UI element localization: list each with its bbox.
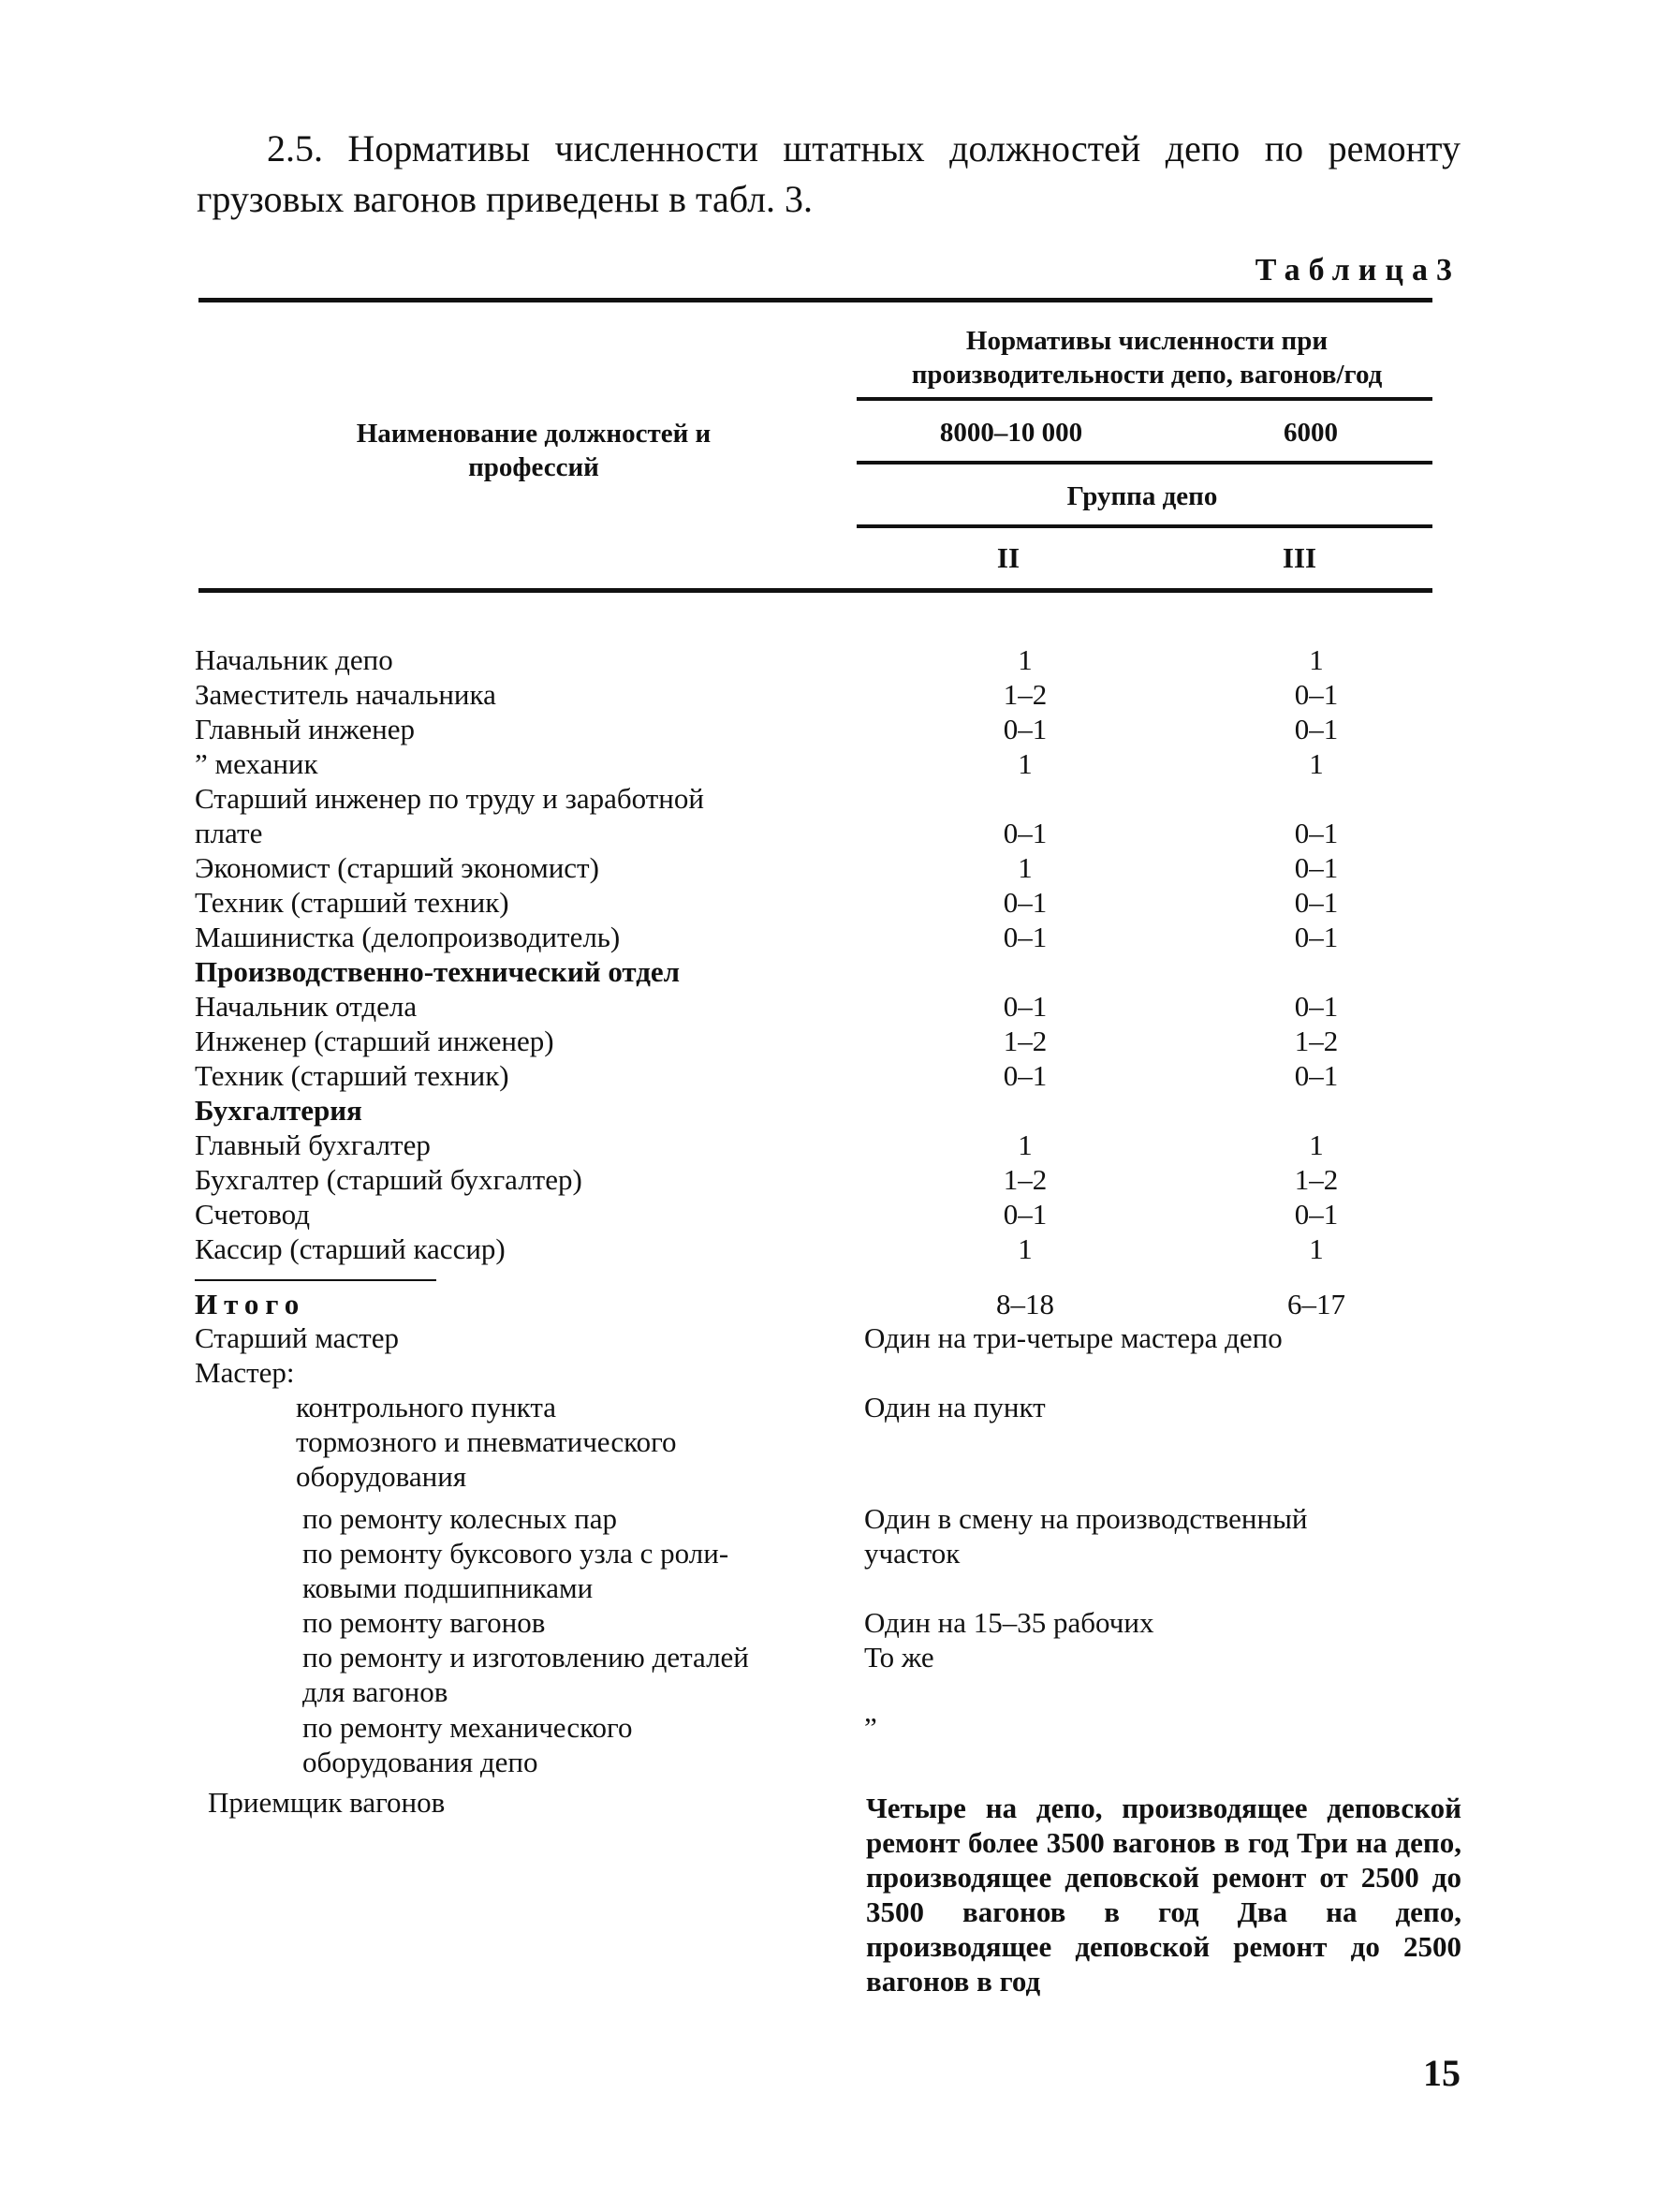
position-name: Начальник депо [195,643,393,676]
header-group-2: II [996,541,1020,574]
receiver-label: Приемщик вагонов [208,1786,446,1819]
value-group-2: 1–2 [1003,1025,1048,1057]
master-type-label: по ремонту колесных пар [302,1502,618,1535]
header-rule-2 [857,461,1432,465]
table-row [195,1058,1468,1093]
value-group-3: 0–1 [1294,886,1339,919]
value-group-2: 0–1 [1003,921,1048,953]
value-group-3: 1 [1309,1232,1324,1265]
receiver-note: Четыре на депо, производящее деповской ремонт более 3500 вагонов в год Три на депо, производящее деповской ремонт от 2500 до 3500 вагонов в год Два на депо, производящее деповской ремонт до 2500 вагонов в год [866,1792,1461,1998]
position-name: Главный инженер [195,713,416,745]
master-type-label: по ремонту механического [302,1711,633,1744]
table-row [195,885,1468,920]
master-type-label: по ремонту и изготовлению деталей [302,1641,749,1674]
master-type-label: по ремонту вагонов [302,1606,546,1639]
position-name: Кассир (старший кассир) [195,1232,506,1265]
value-group-2: 1–2 [1003,678,1048,711]
master-type-norm: участок [864,1537,961,1570]
value-group-2: 1 [1018,851,1033,884]
value-group-2: 1 [1018,747,1033,780]
header-capacity-2: 6000 [1284,418,1338,448]
value-group-3: 1–2 [1294,1163,1339,1196]
table-body [195,642,1468,1266]
page-number: 15 [1423,2052,1461,2094]
header-rule-3 [857,524,1432,528]
value-group-3: 1 [1309,747,1324,780]
table-row [195,1093,1468,1128]
value-group-3: 0–1 [1294,678,1339,711]
intro-paragraph: 2.5. Нормативы численности штатных должностей депо по ремонту грузовых вагонов приведены в табл. 3. [197,127,1461,220]
value-group-3: 0–1 [1294,1059,1339,1092]
value-group-3: 0–1 [1294,713,1339,745]
master-type-label: оборудования депо [302,1746,538,1778]
position-name: Главный бухгалтер [195,1128,431,1161]
value-group-2: 0–1 [1003,886,1048,919]
position-name: Начальник отдела [195,990,418,1023]
master-type-label: контрольного пункта [296,1391,557,1423]
table-top-rule [198,298,1432,302]
value-group-3: 1 [1309,643,1324,676]
header-rule-1 [857,397,1432,401]
total-separator-rule [195,1279,436,1281]
master-type-norm: Один на 15–35 рабочих [864,1606,1154,1639]
value-group-2: 0–1 [1003,990,1048,1023]
value-group-2: 0–1 [1003,1059,1048,1092]
table-header-bottom-rule [198,588,1432,593]
senior-master-label: Старший мастер [195,1321,399,1354]
table-row [195,816,1468,850]
position-name: ” механик [195,747,318,780]
table-caption: Таблица3 [1255,253,1461,288]
master-type-label: оборудования [296,1460,467,1493]
master-type-label: для вагонов [302,1675,448,1708]
position-name: плате [195,817,263,849]
value-group-2: 1–2 [1003,1163,1048,1196]
position-name: Экономист (старший экономист) [195,851,599,884]
value-group-2: 1 [1018,643,1033,676]
header-column-name: Наименование должностей и профессий [356,419,712,482]
table-row [195,1128,1468,1162]
position-name: Машинистка (делопроизводитель) [195,921,621,953]
master-label: Мастер: [195,1356,295,1389]
table-row [195,1231,1468,1266]
table-row [195,850,1468,885]
position-name: Техник (старший техник) [195,1059,509,1092]
senior-master-value: Один на три-четыре мастера депо [864,1321,1283,1354]
header-capacity-1: 8000–10 000 [939,418,1083,448]
value-group-3: 0–1 [1294,921,1339,953]
value-group-2: 1 [1018,1232,1033,1265]
position-name: Бухгалтерия [195,1094,362,1127]
header-norms: Нормативы численности при производительности депо, вагонов/год [911,326,1383,390]
header-group: Группа депо [1066,481,1218,511]
master-type-label: тормозного и пневматического [296,1425,677,1458]
value-group-2: 0–1 [1003,1198,1048,1231]
header-group-3: III [1282,541,1317,574]
master-type-norm: То же [864,1641,934,1674]
value-group-2: 0–1 [1003,713,1048,745]
value-group-3: 0–1 [1294,990,1339,1023]
table-row [195,920,1468,954]
table-row [195,1197,1468,1231]
value-group-3: 1 [1309,1128,1324,1161]
master-type-label: ковыми подшипниками [302,1571,594,1604]
value-group-3: 1–2 [1294,1025,1339,1057]
master-type-norm: ” [864,1711,877,1744]
table-row [195,781,1468,816]
total-value-group-3: 6–17 [1287,1288,1345,1320]
value-group-2: 0–1 [1003,817,1048,849]
table-row [195,746,1468,781]
value-group-2: 1 [1018,1128,1033,1161]
position-name: Техник (старший техник) [195,886,509,919]
value-group-3: 0–1 [1294,817,1339,849]
value-group-3: 0–1 [1294,1198,1339,1231]
position-name: Старший инженер по труду и заработной [195,782,704,815]
table-row [195,712,1468,746]
master-type-norm: Один в смену на производственный [864,1502,1308,1535]
position-name: Инженер (старший инженер) [195,1025,554,1057]
total-label: Итого [195,1288,306,1320]
master-type-label: по ремонту буксового узла с роли- [302,1537,729,1570]
position-name: Бухгалтер (старший бухгалтер) [195,1163,582,1196]
table-row [195,677,1468,712]
total-value-group-2: 8–18 [996,1288,1054,1320]
position-name: Производственно-технический отдел [195,955,681,988]
table-row [195,1024,1468,1058]
table-row [195,642,1468,677]
position-name: Счетовод [195,1198,311,1231]
position-name: Заместитель начальника [195,678,496,711]
value-group-3: 0–1 [1294,851,1339,884]
master-type-norm: Один на пункт [864,1391,1046,1423]
table-row [195,1162,1468,1197]
table-row [195,954,1468,989]
table-row [195,989,1468,1024]
